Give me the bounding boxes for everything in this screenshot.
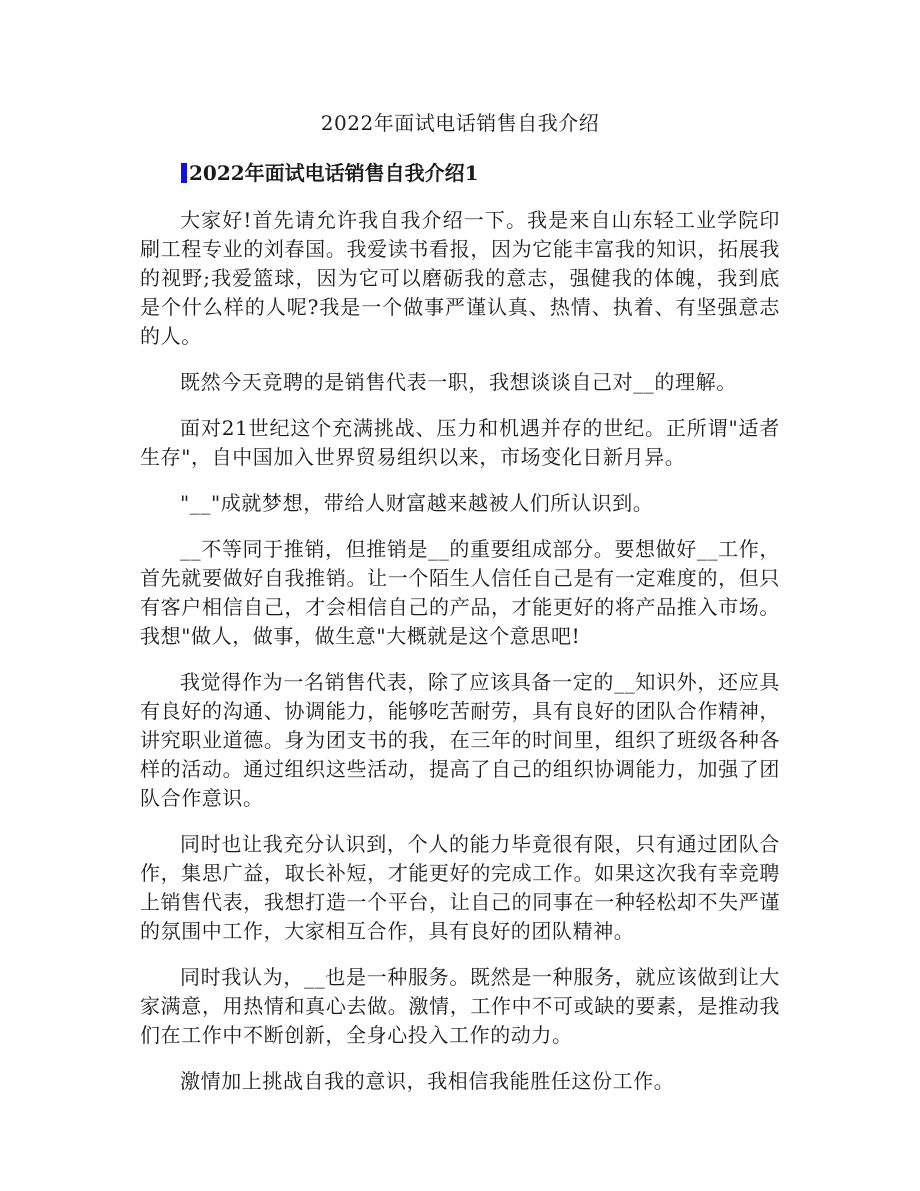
section-heading (181, 158, 479, 188)
paragraph-2: 既然今天竞聘的是销售代表一职，我想谈谈自己对__的理解。 (180, 370, 737, 394)
paragraph-7: 同时也让我充分认识到，个人的能力毕竟很有限，只有通过团队合作，集思广益，取长补短，才能更好的完成工作。如果这次我有幸竞聘上销售代表，我想打造一个平台，让自己的同事在一种轻松却不失严谨的氛围中工作，大家相互合作，具有良好的团队精神。 (140, 832, 780, 943)
paragraph-5: __不等同于推销，但推销是__的重要组成部分。要想做好__工作，首先就要做好自我推销。让一个陌生人信任自己是有一定难度的，但只有客户相信自己，才会相信自己的产品，才能更好的将产品推入市场。我想"做人，做事，做生意"大概就是这个意思吧! (140, 537, 780, 648)
body-text (140, 206, 780, 1113)
paragraph-1: 大家好!首先请允许我自我介绍一下。我是来自山东轻工业学院印刷工程专业的刘春国。我爱读书看报，因为它能丰富我的知识，拓展我的视野;我爱篮球，因为它可以磨砺我的意志，强健我的体魄，我到底是个什么样的人呢?我是一个做事严谨认真、热情、执着、有坚强意志的人。 (140, 208, 780, 348)
paragraph-8: 同时我认为，__也是一种服务。既然是一种服务，就应该做到让大家满意，用热情和真心去做。激情，工作中不可或缺的要素，是推动我们在工作中不断创新，全身心投入工作的动力。 (140, 965, 780, 1047)
paragraph-4: "__"成就梦想，带给人财富越来越被人们所认识到。 (180, 491, 654, 515)
paragraph-9: 激情加上挑战自我的意识，我相信我能胜任这份工作。 (180, 1069, 675, 1093)
paragraph-3: 面对21世纪这个充满挑战、压力和机遇并存的世纪。正所谓"适者生存"，自中国加入世界贸易组织以来，市场变化日新月异。 (140, 416, 780, 469)
section-heading-text: 2022年面试电话销售自我介绍1 (189, 161, 479, 185)
paragraph-6: 我觉得作为一名销售代表，除了应该具备一定的__知识外，还应具有良好的沟通、协调能力，能够吃苦耐劳，具有良好的团队合作精神，讲究职业道德。身为团支书的我，在三年的时间里，组织了班级各种各样的活动。通过组织这些活动，提高了自己的组织协调能力，加强了团队合作意识。 (140, 670, 780, 810)
document-title: 2022年面试电话销售自我介绍 (320, 111, 600, 135)
heading-marker (181, 163, 187, 183)
